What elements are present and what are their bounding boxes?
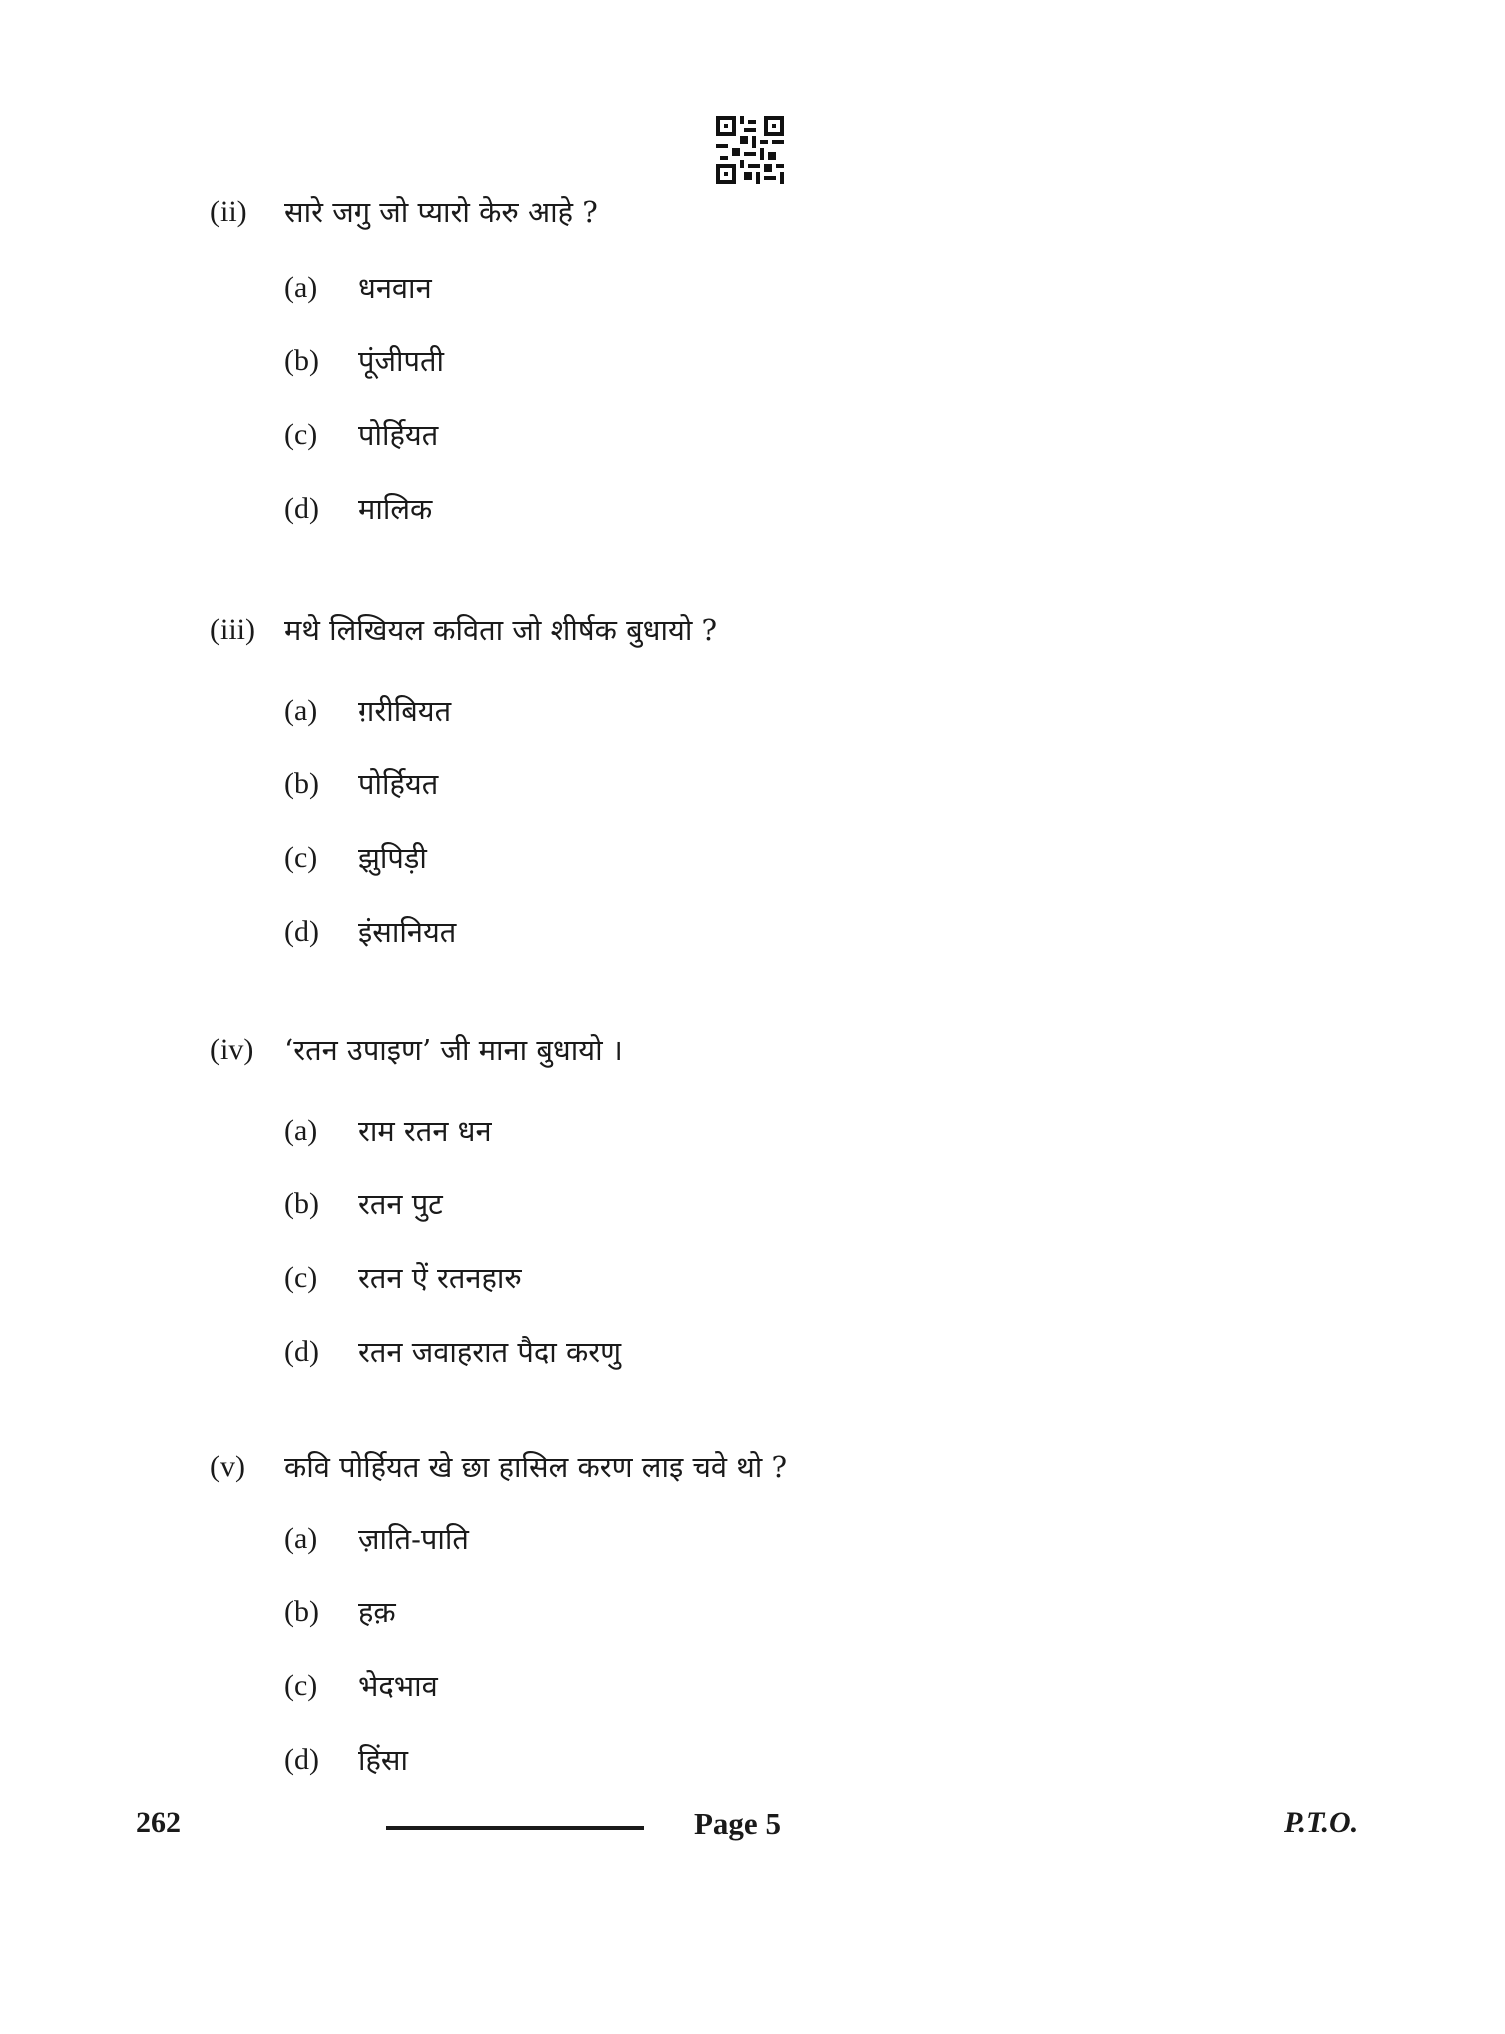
option-label: (d) (284, 1335, 319, 1368)
option-text: पोर्हियत (358, 418, 439, 452)
question-iv (210, 1028, 1310, 1374)
qr-code-icon (716, 116, 784, 184)
option-c (284, 413, 1310, 457)
option-label: (c) (284, 1669, 318, 1702)
question-number: (ii) (210, 195, 247, 228)
option-label: (d) (284, 915, 319, 948)
option-label: (b) (284, 767, 319, 800)
option-a (284, 266, 1310, 310)
option-c (284, 1256, 1310, 1300)
please-turn-over: P.T.O. (1284, 1806, 1359, 1839)
option-text: रतन पुट (358, 1187, 443, 1221)
option-label: (a) (284, 271, 318, 304)
question-number: (v) (210, 1450, 245, 1483)
footer-divider-line (386, 1826, 644, 1830)
question-number: (iii) (210, 613, 255, 646)
option-d (284, 1330, 1310, 1374)
paper-code: 262 (136, 1806, 181, 1839)
question-header (210, 608, 1310, 652)
question-text: सारे जगु जो प्यारो केरु आहे ? (284, 195, 598, 229)
question-header (210, 190, 1310, 234)
option-label: (a) (284, 1522, 318, 1555)
option-label: (c) (284, 418, 318, 451)
question-v (210, 1445, 1310, 1782)
option-b (284, 339, 1310, 383)
question-text: ‘रतन उपाइण’ जी माना बुधायो । (284, 1033, 623, 1067)
question-text: कवि पोर्हियत खे छा हासिल करण लाइ चवे थो ? (284, 1450, 788, 1484)
option-label: (b) (284, 1595, 319, 1628)
option-label: (d) (284, 492, 319, 525)
option-b (284, 1590, 1310, 1634)
question-ii (210, 190, 1310, 531)
option-d (284, 487, 1310, 531)
option-text: राम रतन धन (358, 1114, 492, 1148)
option-text: इंसानियत (358, 915, 457, 949)
option-d (284, 1738, 1310, 1782)
option-text: मालिक (358, 492, 433, 526)
question-iii (210, 608, 1310, 954)
option-text: रतन ऐं रतनहारु (358, 1261, 522, 1295)
option-c (284, 1664, 1310, 1708)
option-label: (d) (284, 1743, 319, 1776)
option-text: हिंसा (358, 1743, 409, 1777)
question-header (210, 1028, 1310, 1072)
option-label: (c) (284, 841, 318, 874)
option-a (284, 1517, 1310, 1561)
option-text: भेदभाव (358, 1669, 438, 1703)
question-number: (iv) (210, 1033, 254, 1066)
question-text: मथे लिखियल कविता जो शीर्षक बुधायो ? (284, 613, 718, 647)
option-text: पोर्हियत (358, 767, 439, 801)
option-c (284, 836, 1310, 880)
option-text: हक़ (358, 1595, 396, 1629)
option-a (284, 1109, 1310, 1153)
page-number: Page 5 (694, 1806, 781, 1841)
option-b (284, 762, 1310, 806)
option-text: रतन जवाहरात पैदा करणु (358, 1335, 622, 1369)
option-d (284, 910, 1310, 954)
question-header (210, 1445, 1310, 1489)
option-text: झुपिड़ी (358, 841, 427, 875)
option-b (284, 1182, 1310, 1226)
option-label: (c) (284, 1261, 318, 1294)
option-text: ग़रीबियत (358, 694, 452, 728)
option-text: धनवान (358, 271, 432, 305)
option-label: (a) (284, 1114, 318, 1147)
option-a (284, 689, 1310, 733)
option-text: ज़ाति-पाति (358, 1522, 469, 1556)
option-label: (b) (284, 344, 319, 377)
option-label: (a) (284, 694, 318, 727)
option-text: पूंजीपती (358, 344, 445, 378)
option-label: (b) (284, 1187, 319, 1220)
